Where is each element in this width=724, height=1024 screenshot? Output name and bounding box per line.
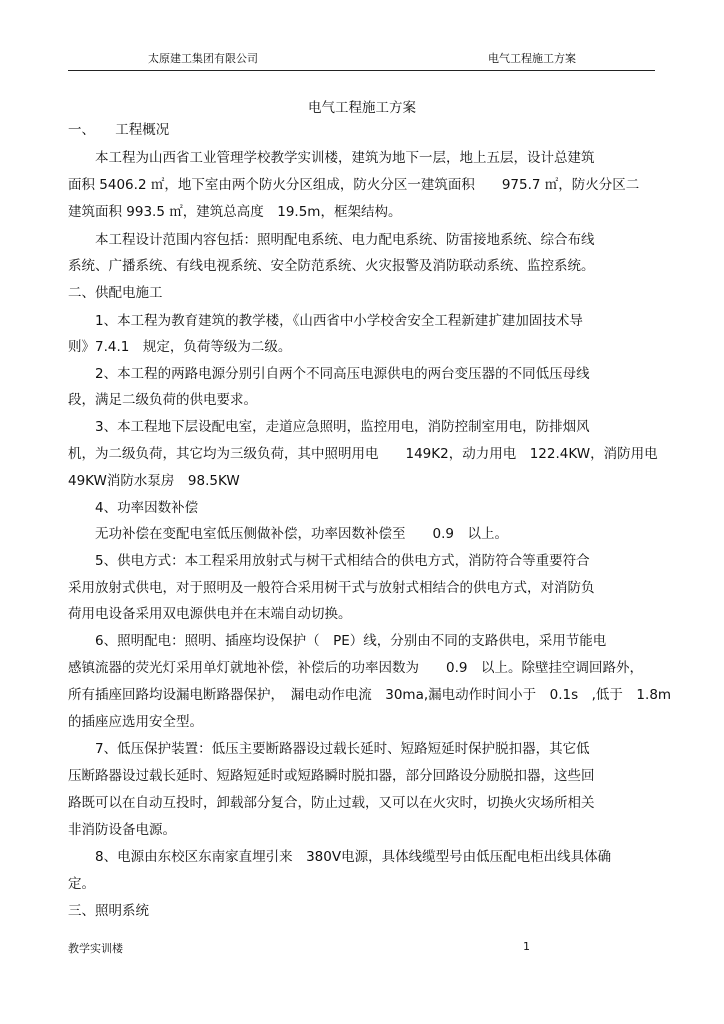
- body-line: 则》7.4.1 规定，负荷等级为二级。: [68, 339, 292, 355]
- body-line: 2、本工程的两路电源分别引自两个不同高压电源供电的两台变压器的不同低压母线: [68, 366, 590, 382]
- body-line: 4、功率因数补偿: [68, 500, 199, 516]
- body-line: 定。: [68, 876, 95, 892]
- body-line: 系统、广播系统、有线电视系统、安全防范系统、火灾报警及消防联动系统、监控系统。: [68, 258, 595, 274]
- body-line: 6、照明配电：照明、插座均设保护（ PE）线，分别由不同的支路供电，采用节能电: [68, 633, 607, 649]
- body-line: 面积 5406.2 ㎡，地下室由两个防火分区组成，防火分区一建筑面积 975.7 ㎡，防火分区二: [68, 177, 640, 193]
- body-line: 机，为二级负荷，其它均为三级负荷，其中照明用电 149K2，动力用电 122.4KW，消防用电: [68, 446, 658, 462]
- page-number: 1: [523, 940, 530, 953]
- body-line: 本工程设计范围内容包括：照明配电系统、电力配电系统、防雷接地系统、综合布线: [68, 232, 595, 248]
- body-line: 7、低压保护装置：低压主要断路器设过载长延时、短路短延时保护脱扣器，其它低: [68, 741, 590, 757]
- body-line: 49KW消防水泵房 98.5KW: [68, 473, 240, 489]
- body-line: 1、本工程为教育建筑的教学楼，《山西省中小学校舍安全工程新建扩建加固技术导: [68, 313, 583, 329]
- body-line: 荷用电设备采用双电源供电并在末端自动切换。: [68, 606, 352, 622]
- section-heading: 一、 工程概况: [68, 122, 170, 138]
- body-line: 5、供电方式：本工程采用放射式与树干式相结合的供电方式，消防符合等重要符合: [68, 553, 590, 569]
- body-line: 所有插座回路均设漏电断路器保护， 漏电动作电流 30ma,漏电动作时间小于 0.1s ,低于 1.8m: [68, 687, 672, 703]
- body-line: 无功补偿在变配电室低压侧做补偿，功率因数补偿至 0.9 以上。: [68, 526, 508, 542]
- body-line: 8、电源由东校区东南家直埋引来 380V电源，具体线缆型号由低压配电柜出线具体确: [68, 849, 612, 865]
- body-line: 非消防设备电源。: [68, 822, 176, 838]
- header-doc-title: 电气工程施工方案: [488, 52, 576, 65]
- body-line: 建筑面积 993.5 ㎡，建筑总高度 19.5m，框架结构。: [68, 204, 402, 220]
- body-line: 的插座应选用安全型。: [68, 714, 203, 730]
- body-line: 压断路器设过载长延时、短路短延时或短路瞬时脱扣器，部分回路设分励脱扣器，这些回: [68, 768, 595, 784]
- body-line: 本工程为山西省工业管理学校教学实训楼，建筑为地下一层，地上五层，设计总建筑: [68, 150, 595, 166]
- body-line: 采用放射式供电，对于照明及一般符合采用树干式与放射式相结合的供电方式，对消防负: [68, 580, 595, 596]
- section-heading: 三、照明系统: [68, 903, 149, 919]
- body-line: 感镇流器的荧光灯采用单灯就地补偿，补偿后的功率因数为 0.9 以上。除壁挂空调回路外，: [68, 660, 643, 676]
- body-line: 段，满足二级负荷的供电要求。: [68, 392, 257, 408]
- body-line: 路既可以在自动互投时，卸载部分复合，防止过载，又可以在火灾时，切换火灾场所相关: [68, 795, 595, 811]
- body-line: 3、本工程地下层设配电室，走道应急照明，监控用电，消防控制室用电，防排烟风: [68, 419, 590, 435]
- header-rule: [68, 70, 655, 71]
- page-title: 电气工程施工方案: [308, 100, 416, 116]
- header-company: 太原建工集团有限公司: [148, 52, 258, 65]
- section-heading: 二、供配电施工: [68, 285, 163, 301]
- footer-doc-name: 教学实训楼: [68, 942, 123, 955]
